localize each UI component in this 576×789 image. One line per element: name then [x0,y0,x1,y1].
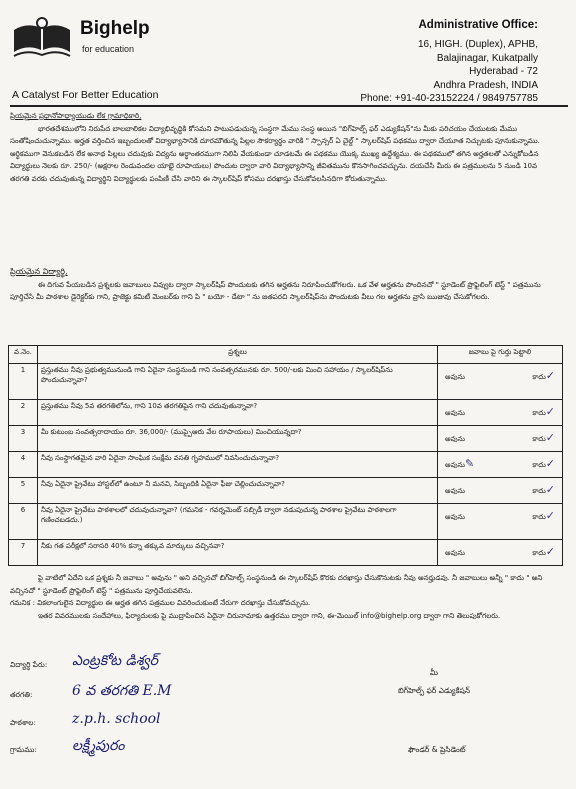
table-row [9,504,563,540]
header-divider [10,105,568,107]
bighelp-logo-icon [12,16,72,62]
tagline: A Catalyst For Better Education [12,89,159,101]
ineligibility-note: పై వాటిలో ఏదేని ఒక ప్రశ్నకు నీ జవాబు " అవును " అని వచ్చినచో బిగ్‌హెల్ప్ సంస్థనుండి ఈ స్కాలర్‌షిప్ కొరకు దరఖాస్తు చేసుకొనుటకు నీవు అనర్హుడవు. నీ జవాబులు అన్నీ " కాదు " అని వచ్చినచో " స్టూడెంట్ ప్రొఫైలింగ్ టెస్ట్ " పత్రమును పూర్తిచేయవలెను. [10,573,543,595]
founder-title: ఫౌండర్ & ప్రెసిడెంట్ [408,745,466,754]
question-text: నీవు ఏదైనా ప్రైవేటు హాస్టల్‌లో ఉంటూ నీ మనవి, సిబ్బందికి ఏదైనా ఫీజు చెల్లించుచున్నావా? [38,478,438,504]
no-option[interactable]: కాదు✓ [532,431,555,444]
office-title: Administrative Office: [418,19,538,31]
yes-option[interactable]: అవును [445,512,465,521]
scribble-mark-icon: ✎ [464,457,475,470]
address-line: Andhra Pradesh, INDIA [433,79,538,91]
class-value[interactable]: 6 వ తరగతి E.M [72,683,172,699]
check-mark-icon: ✓ [545,483,555,496]
address-line: 16, HIGH. (Duplex), APHB, [417,39,538,50]
no-option[interactable]: కాదు✓ [532,509,555,522]
check-mark-icon: ✓ [545,369,555,382]
col-header-questions: ప్రశ్నలు [38,346,438,364]
salutation: ప్రియమైన ప్రధానోపాధ్యాయుడు లేక గ్రామాధికారి, [10,111,142,120]
table-header-row [9,346,563,364]
table-row [9,364,563,400]
question-text: మీ కుటుంబ సంవత్సరాదాయం రూ. 36,000/- (ముప్పైఆరు వేల రూపాయలు) మించియున్నదా? [38,426,438,452]
no-option[interactable]: కాదు✓ [532,545,555,558]
organization-signature: బిగ్‌హెల్ప్ ఫర్ ఎడ్యుకేషన్ [398,686,471,695]
contact-note: ఇతర వివరములకు సందేహాలు, ఫిర్యాదులకు పై ముద్రాపించిన ఏదైనా చిరునామాకు ఉత్తరము ద్వారా గాని, ఈ-మెయిల్ info@bighelp.org ద్వారా గాని తెలుపుకోగలరు. [38,610,501,620]
village-value[interactable]: లక్ష్మీపురం [72,738,125,754]
field-label: పాఠశాల [10,718,34,727]
question-text: ప్రస్తుతము నీవు ప్రభుత్వమునుండి గాని ఏదైనా సంస్థనుండి గాని సంవత్సరమునకు రూ. 500/-లకు మించి సహాయం / స్కాలర్‌షిప్‌ను పొందుచున్నావా? [38,364,438,400]
eligibility-table [8,345,563,566]
row-number: 7 [9,540,38,566]
village-field: గ్రామము: లక్ష్మీపురం [10,745,37,756]
phone-number: Phone: +91-40-23152224 / 9849757785 [360,93,538,104]
answer-cell [438,504,563,540]
row-number: 5 [9,478,38,504]
class-field: తరగతి: 6 వ తరగతి E.M [10,690,32,701]
office-address [360,18,538,106]
answer-cell [438,426,563,452]
intro-paragraph: భారతదేశములోని నిరుపేద బాలబాలికల విద్యాభివృద్ధికి కోసమని పాటుపడుచున్న సంస్థగా మేము సంస్థ అయిన "బిగ్‌హెల్ప్ ఫర్ ఎడ్యుకేషన్"ను మీకు పరిచయం చేయుటకు మేము సంతోషించుచున్నాము. అర్హత వర్తించిన ఇబ్బందులతో విద్యాభ్యాసానికి దూరమౌతున్న పిల్లల సౌకర్యార్థం వారికి " స్పాన్సర్ ఏ చైల్డ్ " స్కాలర్‌షిప్ పథకము ద్వారా చేయూత నిచ్చుటకు పూనుకున్నాము. ఆర్థికముగా వెనుకబడిన లేక అనాథ పిల్లలు చదువుకు విద్యను అర్ధాంతరముగా నిలిపి వేయకుండా చూడటమే ఈ పథకము యొక్క ముఖ్య ఉద్దేశ్యము. ఈ పథకములో తగిన అర్హతలతో ఎన్నుకోబడిన విద్యార్థులు నెలకు రూ. 250/- (అక్షరాల రెండువందల యాభై రూపాయలు) పొందుట ద్వారా వారి విద్యాభ్యాసాన్ని జీవితమును కొనసాగించవచ్చును. దయచేసి మీరు ఈ పత్రములను 5 నుండి 10వ తరగతి వరకు చదువుతున్న విద్యార్థిని విద్యార్థులకు పంపిణీ చేసి వారిని ఈ స్కాలర్‌షిప్ కోసము దరఖాస్తు చేసుకోవలసినదిగా కోరుతున్నాము. [10,123,540,183]
disability-note: గమనిక : వికలాంగులైన విద్యార్థుల ఈ అర్హత తగిన పత్రముల వివరించుకుంటే నేరుగా దరఖాస్తు చేసుకోవచ్చును. [10,598,311,608]
student-salutation: ప్రియమైన విద్యార్థి, [10,267,68,276]
yes-option[interactable]: అవును [445,434,465,443]
check-mark-icon: ✓ [545,509,555,522]
yours-text: మీ [430,668,438,677]
field-label: విద్యార్థి పేరు [10,660,45,669]
answer-cell [438,478,563,504]
table-row [9,426,563,452]
table-row [9,478,563,504]
answer-cell [438,400,563,426]
yes-option[interactable]: అవును [445,372,465,381]
check-mark-icon: ✓ [545,431,555,444]
school-value[interactable]: z.p.h. school [72,711,161,727]
row-number: 2 [9,400,38,426]
student-section [10,266,558,304]
question-text: నీవు ఏదైనా ప్రైవేటు పాఠశాలలో చదువుచున్నావా? (గమనిక - గవర్నమెంట్ సబ్సిడీ ద్వారా నడుపుచున్న పాఠశాల ప్రైవేటు పాఠశాలగా గణించబడదు.) [38,504,438,540]
question-text: నీవు సంస్థాగతమైన వారి ఏదైనా సాంఘిక సంక్షేమ వసతి గృహములో నివసించుచున్నావా? [38,452,438,478]
yes-option[interactable]: అవును✎ [445,457,475,470]
instructions-paragraph: ఈ దిగువ పేయబడిన ప్రశ్నలకు జవాబులు వివ్వుట ద్వారా స్కాలర్‌షిప్ పొందుటకు తగిన అర్హతను నిరూపించుకోగలరు. ఒక వేళ అర్హతను పొందినచో " స్టూడెంట్ ప్రొఫైలింగ్ టెస్ట్ " పత్రమును పూర్తిచేసి మీ పాఠశాల డైరెక్టర్‌కు గాని, ప్రాజెక్టు కమిటీ మెంబర్‌కు గాని పి " బయో - డేటా " ను జతపరచి స్కాలర్‌షిప్‌ను పొందుటకు వీలు గల అర్హతను వ్రాసి ఋజువు చేసుకోగలరు. [10,279,541,302]
col-header-number: వ.నెం. [9,346,38,364]
row-number: 4 [9,452,38,478]
field-label: తరగతి [10,690,30,699]
student-name-field: విద్యార్థి పేరు: ఎంట్రకోట డిశ్వర్ [10,660,47,671]
brand-subtitle: for education [82,44,135,54]
col-header-answer: జవాబు పై గుర్తు పెట్టాలి [438,346,563,364]
yes-option[interactable]: అవును [445,408,465,417]
address-line: Hyderabad - 72 [469,66,538,77]
row-number: 3 [9,426,38,452]
answer-cell [438,364,563,400]
yes-option[interactable]: అవును [445,548,465,557]
student-name-value[interactable]: ఎంట్రకోట డిశ్వర్ [72,653,158,669]
address-line: Balajinagar, Kukatpally [436,52,538,64]
no-option[interactable]: కాదు✓ [532,483,555,496]
letter-body [10,110,558,186]
answer-cell [438,452,563,478]
no-option[interactable]: కాదు✓ [532,457,555,470]
school-field: పాఠశాల: z.p.h. school [10,711,161,727]
table-row [9,452,563,478]
brand-name: Bighelp [80,18,150,39]
check-mark-icon: ✓ [545,545,555,558]
row-number: 1 [9,364,38,400]
no-option[interactable]: కాదు✓ [532,369,555,382]
check-mark-icon: ✓ [545,405,555,418]
notes-section [10,572,558,622]
yes-option[interactable]: అవును [445,486,465,495]
table-row [9,400,563,426]
row-number: 6 [9,504,38,540]
question-text: ప్రస్తుతము నీవు 5వ తరగతిలోను, గాని 10వ తరగతిపైన గాని చదువుతున్నావా? [38,400,438,426]
check-mark-icon: ✓ [545,457,555,470]
answer-cell [438,540,563,566]
question-text: నీకు గత పరీక్షలో సరాసరి 40% కన్నా తక్కువ మార్కులు వచ్చినవా? [38,540,438,566]
no-option[interactable]: కాదు✓ [532,405,555,418]
field-label: గ్రామము [10,745,35,754]
table-row [9,540,563,566]
